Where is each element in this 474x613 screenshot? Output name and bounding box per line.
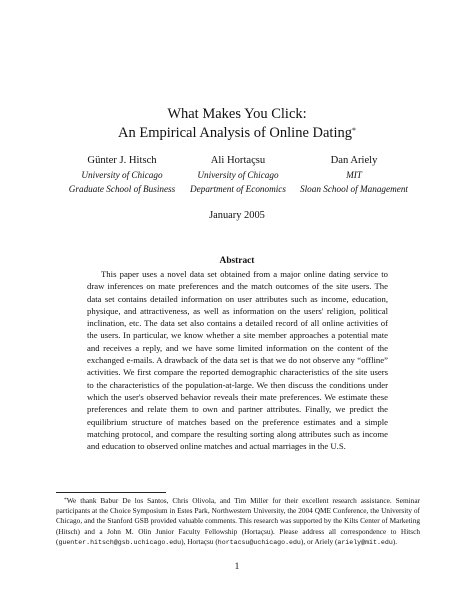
- email-hitsch[interactable]: guenter.hitsch@gsb.uchicago.edu: [58, 538, 182, 546]
- author-affiliation: University of Chicago: [81, 170, 163, 180]
- footnote-text-part1: We thank Babur De los Santos, Chris Olivola, and Tim Miller for their excellent research assistance. Seminar participants at the Choice Symposium in Estes Park, Northwestern University, the 2004 QME Conference, the University of Chicago, and the Stanford GSB provided valuable comments. This research was supported by the Kilts Center of Marketing (Hitsch) and a John M. Olin Junior Faculty Fellowship (Hortaçsu). Please address all correspondence to Hitsch (: [56, 496, 420, 546]
- author-affiliation: University of Chicago: [197, 170, 279, 180]
- footnote-text-part2: ), Hortaçsu (: [181, 536, 218, 546]
- footnote-text-part4: ).: [392, 536, 398, 546]
- email-hortacsu[interactable]: hortacsu@uchicago.edu: [217, 538, 301, 546]
- publication-date: January 2005: [209, 210, 265, 221]
- abstract-heading: Abstract: [219, 256, 255, 266]
- paper-title-line1: What Makes You Click:: [167, 106, 307, 122]
- paper-title-line2: [0, 123, 474, 143]
- footnote-marker: *: [64, 497, 67, 503]
- author-name: Ali Hortaçsu: [210, 155, 266, 166]
- page-number: 1: [234, 562, 240, 572]
- footnote-divider: [56, 492, 166, 493]
- author-name: Günter J. Hitsch: [87, 155, 157, 166]
- author-block-ariely: [279, 154, 429, 196]
- acknowledgement-footnote: [56, 496, 420, 548]
- title-footnote-marker: *: [351, 126, 356, 135]
- author-name: Dan Ariely: [330, 155, 378, 166]
- author-affiliation: MIT: [346, 170, 362, 180]
- author-department: Department of Economics: [190, 184, 286, 194]
- email-ariely[interactable]: ariely@mit.edu: [337, 538, 393, 546]
- paper-title-line2-text: An Empirical Analysis of Online Dating: [118, 125, 352, 141]
- abstract-body: This paper uses a novel data set obtained from a major online dating service to draw inferences on mate preferences and the match outcomes of the site users. The data set contains detailed information on user attributes such as income, education, physique, and attractiveness, as well as information on the users' religion, political inclination, etc. The data set also contains a detailed record of all online activities of the users. In particular, we know whether a site member approaches a potential mate and receives a reply, and we have some limited information on the content of the exchanged e-mails. A drawback of the data set is that we do not observe any “offline” activities. We first compare the reported demographic characteristics of the site users to the characteristics of the population-at-large. We then discuss the conditions under which the user's observed behavior reveals their mate preferences. We estimate these preferences and relate them to own and partner attributes. Finally, we predict the equilibrium structure of matches based on the preference estimates and a simple matching protocol, and compare the resulting sorting along attributes such as income and education to observed online matches and actual marriages in the U.S.: [87, 269, 388, 452]
- footnote-text-part3: ), or Ariely (: [300, 536, 338, 546]
- author-department: Sloan School of Management: [300, 184, 408, 194]
- author-department: Graduate School of Business: [68, 184, 176, 194]
